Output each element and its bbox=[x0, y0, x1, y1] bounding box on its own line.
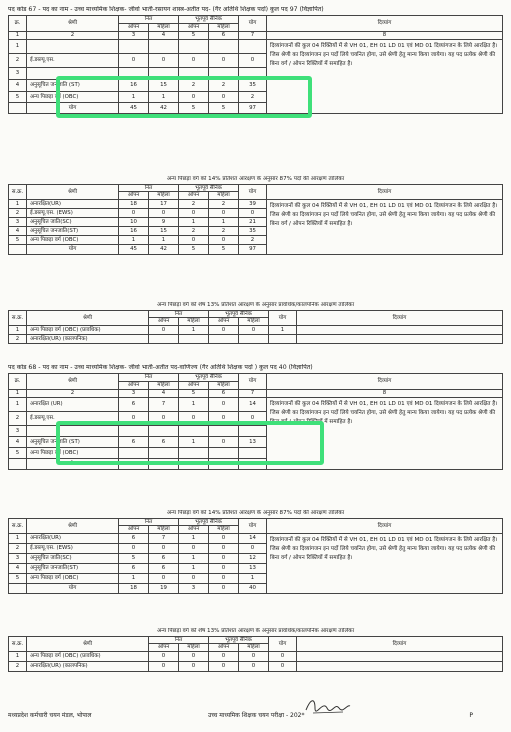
col-number: 7 bbox=[239, 32, 267, 40]
cell-category: अनुसूचित जाति(SC) bbox=[27, 217, 119, 226]
cell-value: 16 bbox=[119, 226, 149, 235]
header-open: ओपन bbox=[179, 24, 209, 32]
cell-value: 6 bbox=[119, 437, 149, 448]
cell-value bbox=[239, 40, 267, 54]
cell-value: 1 bbox=[179, 398, 209, 412]
cell-category: अनुसूचित जनजाति (ST) bbox=[27, 437, 119, 448]
cell-category: अन्य पिछड़ा वर्ग (OBC) bbox=[27, 235, 119, 244]
header-total: योग bbox=[239, 519, 267, 534]
cell-value: 16 bbox=[119, 80, 149, 92]
cell-value: 40 bbox=[239, 583, 267, 593]
cell-value: 6 bbox=[149, 437, 179, 448]
cell-value: 0 bbox=[209, 459, 239, 470]
cell-category: अनुसूचित जनजाति(ST) bbox=[27, 563, 119, 573]
header-category: श्रेणी bbox=[27, 374, 119, 390]
section-67-title: पद कोड 67 - पद का नाम - उच्च माध्यमिक शिक्षक- जीवो भार्ती-रसायन शास्त्र-अतीत पद- (गैर अतिथि शिक्षक पदों) कुल पद 97 (विज्ञापित) bbox=[8, 6, 324, 13]
cell-value: 15 bbox=[149, 80, 179, 92]
cell-value: 17 bbox=[149, 199, 179, 208]
section-67-obc-14 bbox=[8, 174, 503, 255]
cell-category: अनारक्षित(UR) (कालपनिक) bbox=[27, 661, 149, 671]
col-number: 2 bbox=[27, 390, 119, 398]
cell-value: 1 bbox=[119, 92, 149, 103]
header-mahila: महिला bbox=[179, 644, 209, 651]
cell-sno: 4 bbox=[9, 226, 27, 235]
header-open: ओपन bbox=[179, 192, 209, 199]
cell-value: 0 bbox=[209, 208, 239, 217]
cell-sno: 3 bbox=[9, 553, 27, 563]
col-number: 1 bbox=[9, 32, 27, 40]
col-number: 7 bbox=[239, 390, 267, 398]
divyang-remark: दिव्यांगजनों की कुल 04 रिक्तियों में से VH 01, EH 01 LD 01 एवं MD 01 दिव्यांगजन के लिये आरक्षित है। जिस श्रेणी का दिव्यांगजन इन पदों लिये चयनित होगा, उसे श्रेणी हेतु मान्य किया जायेगा। यह पद प्रत्येक श्रेणी की बिना वर्ग / ओपन रिक्तियों में समाहित है। bbox=[267, 199, 503, 254]
header-sno: स.क्र. bbox=[9, 185, 27, 200]
cell-sno: 1 bbox=[9, 325, 27, 334]
cell-value: 0 bbox=[149, 325, 179, 334]
cell-value: 5 bbox=[209, 244, 239, 254]
cell-category: अनुसूचित जनजाति (ST) bbox=[27, 80, 119, 92]
header-divyang: दिव्यांग bbox=[267, 185, 503, 200]
document-page bbox=[8, 6, 503, 726]
header-mahila: महिला bbox=[149, 192, 179, 199]
cell-value: 1 bbox=[239, 573, 267, 583]
cell-value: 13 bbox=[239, 563, 267, 573]
header-mahila: महिला bbox=[209, 526, 239, 533]
header-ex-servicemen: भूतपूर्व सैनिक bbox=[179, 519, 239, 526]
header-ex-servicemen: भूतपूर्व सैनिक bbox=[209, 637, 269, 644]
header-divyang: दिव्यांग bbox=[297, 637, 503, 652]
cell-sno bbox=[9, 244, 27, 254]
cell-value bbox=[179, 40, 209, 54]
header-total: योग bbox=[239, 374, 267, 390]
cell-category: अनुसूचित जनजाति(ST) bbox=[27, 226, 119, 235]
cell-value: 0 bbox=[209, 573, 239, 583]
col-number: 5 bbox=[179, 32, 209, 40]
cell-value: 97 bbox=[239, 103, 267, 114]
cell-empty bbox=[297, 661, 503, 671]
table-row bbox=[9, 334, 503, 343]
header-nit: नित bbox=[119, 519, 179, 526]
header-mahila: महिला bbox=[179, 318, 209, 325]
header-mahila: महिला bbox=[149, 382, 179, 390]
cell-value: 19 bbox=[149, 583, 179, 593]
cell-value: 0 bbox=[209, 92, 239, 103]
cell-empty bbox=[297, 651, 503, 661]
cell-sno: 1 bbox=[9, 651, 27, 661]
cell-sno: 1 bbox=[9, 533, 27, 543]
cell-value: 0 bbox=[119, 543, 149, 553]
table-row bbox=[9, 325, 503, 334]
cell-value: 5 bbox=[179, 244, 209, 254]
header-open: ओपन bbox=[149, 318, 179, 325]
cell-value bbox=[239, 334, 269, 343]
cell-sno: 1 bbox=[9, 398, 27, 412]
cell-value: 0 bbox=[119, 54, 149, 68]
col-number: 6 bbox=[209, 32, 239, 40]
cell-value: 2 bbox=[209, 199, 239, 208]
cell-value: 0 bbox=[209, 437, 239, 448]
cell-value: 7 bbox=[149, 398, 179, 412]
cell-value bbox=[209, 40, 239, 54]
col-number: 1 bbox=[9, 390, 27, 398]
cell-sno: 5 bbox=[9, 573, 27, 583]
cell-value: 21 bbox=[239, 217, 267, 226]
cell-value: 0 bbox=[149, 651, 179, 661]
cell-value: 97 bbox=[239, 244, 267, 254]
col-number: 3 bbox=[119, 32, 149, 40]
cell-category: अनारक्षित(UR) bbox=[27, 199, 119, 208]
cell-value: 1 bbox=[179, 533, 209, 543]
cell-value: 0 bbox=[179, 651, 209, 661]
table-3-title: अन्य पिछड़ा वर्ग को शेष 13% प्रतिशत आरक्षण के अनुसार प्रावधिक/कालपनिक आरक्षण तालिका bbox=[156, 302, 355, 308]
cell-value: 0 bbox=[149, 208, 179, 217]
col-number: 8 bbox=[267, 32, 503, 40]
cell-value: 0 bbox=[239, 208, 267, 217]
cell-sno: 4 bbox=[9, 437, 27, 448]
cell-sno bbox=[9, 459, 27, 470]
cell-sno bbox=[9, 583, 27, 593]
col-number: 4 bbox=[149, 32, 179, 40]
cell-value: 1 bbox=[269, 325, 297, 334]
table-2-title: अन्य पिछड़ा वर्ग को 14% प्रतिशत आरक्षण के अनुसार 87% पदों की आरक्षण तालिका bbox=[166, 176, 345, 182]
cell-value: 0 bbox=[239, 543, 267, 553]
section-67-obc-13 bbox=[8, 300, 503, 344]
table-row bbox=[9, 398, 503, 412]
cell-sno: 2 bbox=[9, 334, 27, 343]
footer-exam-name: उच्च माध्यमिक शिक्षक चयन परीक्षा - 202* bbox=[208, 712, 305, 719]
cell-category: अन्य पिछड़ा वर्ग (OBC) bbox=[27, 448, 119, 459]
cell-sno: 4 bbox=[9, 80, 27, 92]
cell-category: अन्य पिछड़ा वर्ग (OBC) bbox=[27, 92, 119, 103]
cell-value: 0 bbox=[179, 412, 209, 426]
cell-category: अन्य पिछड़ा वर्ग (OBC) (प्रावधिक) bbox=[27, 651, 149, 661]
cell-value: 0 bbox=[179, 543, 209, 553]
cell-sno: 2 bbox=[9, 543, 27, 553]
cell-sno: 1 bbox=[9, 199, 27, 208]
header-ex-servicemen: भूतपूर्व सैनिक bbox=[179, 16, 239, 24]
cell-sno: 2 bbox=[9, 412, 27, 426]
header-category: श्रेणी bbox=[27, 16, 119, 32]
cell-sno bbox=[9, 103, 27, 114]
cell-category: ई.डब्ल्यू.एस. (EWS) bbox=[27, 208, 119, 217]
cell-value: 9 bbox=[149, 217, 179, 226]
table-row bbox=[9, 199, 503, 208]
header-open: ओपन bbox=[119, 192, 149, 199]
divyang-remark: दिव्यांगजनों की कुल 04 रिक्तियों में से VH 01, EH 01 LD 01 एवं MD 01 दिव्यांगजन के लिये आरक्षित है। जिस श्रेणी का दिव्यांगजन इन पदों लिये चयनित होगा, उसे श्रेणी हेतु मान्य किया जायेगा। यह पद प्रत्येक श्रेणी की बिना वर्ग / ओपन रिक्तियों में समाहित है। bbox=[267, 533, 503, 593]
divyang-remark: दिव्यांगजनों की कुल 04 रिक्तियों में से VH 01, EH 01 LD 01 एवं MD 01 दिव्यांगजन के लिये आरक्षित है। जिस श्रेणी का दिव्यांगजन इन पदों लिये चयनित होगा, उसे श्रेणी हेतु मान्य किया जायेगा। यह पद प्रत्येक श्रेणी की बिना वर्ग / ओपन रिक्तियों में समाहित है। bbox=[267, 398, 503, 470]
cell-value bbox=[149, 334, 179, 343]
header-sno: स.क्र. bbox=[9, 519, 27, 534]
cell-value: 19 bbox=[149, 459, 179, 470]
cell-value: 0 bbox=[239, 651, 269, 661]
header-open: ओपन bbox=[209, 318, 239, 325]
cell-value: 0 bbox=[209, 533, 239, 543]
header-mahila: महिला bbox=[209, 192, 239, 199]
cell-value bbox=[179, 334, 209, 343]
table-67-obc-14 bbox=[8, 184, 503, 255]
section-68-obc-13 bbox=[8, 626, 503, 672]
cell-category bbox=[27, 40, 119, 54]
cell-empty bbox=[297, 325, 503, 334]
cell-value: 13 bbox=[239, 437, 267, 448]
cell-value: 0 bbox=[209, 325, 239, 334]
table-row bbox=[9, 533, 503, 543]
cell-value: 0 bbox=[179, 54, 209, 68]
highlight-box-bottom bbox=[56, 421, 324, 465]
cell-sno: 2 bbox=[9, 208, 27, 217]
header-nit: नित bbox=[119, 16, 179, 24]
cell-value: 18 bbox=[119, 583, 149, 593]
cell-sno: 3 bbox=[9, 68, 27, 80]
cell-category: ई.डब्ल्यू.एस. bbox=[27, 412, 119, 426]
cell-value bbox=[269, 334, 297, 343]
cell-value bbox=[209, 334, 239, 343]
cell-category: अनारक्षित(UR) bbox=[27, 533, 119, 543]
cell-category: योग bbox=[27, 583, 119, 593]
cell-value: 2 bbox=[209, 226, 239, 235]
cell-value: 45 bbox=[119, 103, 149, 114]
table-row bbox=[9, 661, 503, 671]
cell-value: 1 bbox=[119, 573, 149, 583]
table-67-obc-13 bbox=[8, 310, 503, 344]
cell-category: अनुसूचित जाति(SC) bbox=[27, 553, 119, 563]
table-row bbox=[9, 651, 503, 661]
col-number: 5 bbox=[179, 390, 209, 398]
cell-sno: 2 bbox=[9, 661, 27, 671]
cell-category: अनारक्षित (UR) bbox=[27, 398, 119, 412]
footer-page-mark: P bbox=[469, 712, 473, 719]
header-sno: क्र. bbox=[9, 16, 27, 32]
header-sno: क्र. bbox=[9, 374, 27, 390]
cell-sno: 5 bbox=[9, 448, 27, 459]
cell-value: 2 bbox=[179, 80, 209, 92]
cell-value: 1 bbox=[179, 217, 209, 226]
cell-value: 1 bbox=[179, 553, 209, 563]
col-number: 2 bbox=[27, 32, 119, 40]
cell-value: 0 bbox=[149, 54, 179, 68]
cell-value: 0 bbox=[209, 412, 239, 426]
table-68-obc-13 bbox=[8, 636, 503, 672]
cell-value: 0 bbox=[239, 325, 269, 334]
header-ex-servicemen: भूतपूर्व सैनिक bbox=[209, 311, 269, 318]
cell-value: 0 bbox=[239, 412, 267, 426]
cell-value: 42 bbox=[149, 244, 179, 254]
header-mahila: महिला bbox=[149, 24, 179, 32]
cell-value: 1 bbox=[149, 92, 179, 103]
cell-value: 0 bbox=[149, 573, 179, 583]
cell-value: 0 bbox=[209, 583, 239, 593]
header-divyang: दिव्यांग bbox=[297, 311, 503, 326]
header-open: ओपन bbox=[179, 382, 209, 390]
cell-value: 0 bbox=[209, 398, 239, 412]
cell-category: योग bbox=[27, 459, 119, 470]
cell-value: 6 bbox=[119, 533, 149, 543]
cell-value: 0 bbox=[209, 543, 239, 553]
cell-value: 0 bbox=[149, 661, 179, 671]
cell-value: 0 bbox=[209, 563, 239, 573]
cell-value: 42 bbox=[149, 103, 179, 114]
cell-value: 0 bbox=[209, 651, 239, 661]
cell-category: योग bbox=[27, 103, 119, 114]
cell-value: 2 bbox=[179, 226, 209, 235]
cell-value: 2 bbox=[179, 199, 209, 208]
cell-value: 35 bbox=[239, 226, 267, 235]
header-sno: स.क्र. bbox=[9, 637, 27, 652]
cell-value: 0 bbox=[179, 573, 209, 583]
header-total: योग bbox=[239, 185, 267, 200]
header-mahila: महिला bbox=[239, 318, 269, 325]
col-number: 3 bbox=[119, 390, 149, 398]
cell-value: 6 bbox=[149, 553, 179, 563]
cell-sno: 5 bbox=[9, 235, 27, 244]
col-number: 4 bbox=[149, 390, 179, 398]
section-68-title: पद कोड 68 - पद का नाम - उच्च माध्यमिक शिक्षक- जीवो भार्ती-अतीत पद-वाणिज्य (गैर अतिथि शिक्षक पदों ) कुल पद 40 (विज्ञापित) bbox=[8, 364, 313, 371]
cell-sno: 1 bbox=[9, 40, 27, 54]
cell-value: 45 bbox=[119, 244, 149, 254]
col-number: 8 bbox=[267, 390, 503, 398]
cell-value: 14 bbox=[239, 533, 267, 543]
cell-value: 5 bbox=[119, 553, 149, 563]
cell-value bbox=[149, 40, 179, 54]
header-category: श्रेणी bbox=[27, 519, 119, 534]
cell-value: 0 bbox=[239, 54, 267, 68]
cell-value: 0 bbox=[269, 651, 297, 661]
cell-value: 35 bbox=[239, 80, 267, 92]
cell-value: 0 bbox=[209, 54, 239, 68]
cell-value: 15 bbox=[149, 226, 179, 235]
header-open: ओपन bbox=[119, 382, 149, 390]
cell-value: 1 bbox=[119, 235, 149, 244]
highlight-box-top bbox=[56, 76, 312, 118]
cell-sno: 5 bbox=[9, 92, 27, 103]
header-divyang: दिव्यांग bbox=[267, 519, 503, 534]
cell-value: 0 bbox=[149, 412, 179, 426]
header-sno: स.क्र. bbox=[9, 311, 27, 326]
header-mahila: महिला bbox=[239, 644, 269, 651]
cell-value: 0 bbox=[149, 543, 179, 553]
cell-value: 14 bbox=[239, 398, 267, 412]
header-open: ओपन bbox=[179, 526, 209, 533]
header-open: ओपन bbox=[149, 644, 179, 651]
cell-category: अनारक्षित(UR) (कालपनिक) bbox=[27, 334, 149, 343]
table-5-title: अन्य पिछड़ा वर्ग को 14% प्रतिशत आरक्षण के अनुसार 87% पदों की आरक्षण तालिका bbox=[166, 510, 345, 516]
table-row bbox=[9, 40, 503, 54]
col-number: 6 bbox=[209, 390, 239, 398]
table-6-title: अन्य पिछड़ा वर्ग को शेष 13% प्रतिशत आरक्षण के अनुसार प्रावधिक/कालपनिक आरक्षण तालिका bbox=[156, 628, 355, 634]
cell-value: 0 bbox=[179, 661, 209, 671]
cell-value: 12 bbox=[239, 553, 267, 563]
footer-organization: मध्यप्रदेश कर्मचारी चयन मंडल, भोपाल bbox=[8, 712, 92, 719]
cell-value: 0 bbox=[179, 208, 209, 217]
header-mahila: महिला bbox=[149, 526, 179, 533]
header-ex-servicemen: भूतपूर्व सैनिक bbox=[179, 374, 239, 382]
cell-value: 0 bbox=[119, 208, 149, 217]
cell-value: 6 bbox=[119, 563, 149, 573]
cell-value: 6 bbox=[119, 398, 149, 412]
header-mahila: महिला bbox=[209, 24, 239, 32]
signature-icon bbox=[303, 696, 353, 716]
header-open: ओपन bbox=[209, 644, 239, 651]
cell-category: अन्य पिछड़ा वर्ग (OBC) (प्रावधिक) bbox=[27, 325, 149, 334]
cell-category: ई.डब्ल्यू.एस. bbox=[27, 54, 119, 68]
cell-sno: 2 bbox=[9, 54, 27, 68]
cell-value: 1 bbox=[179, 325, 209, 334]
cell-value: 1 bbox=[209, 217, 239, 226]
cell-value: 0 bbox=[209, 235, 239, 244]
header-ex-servicemen: भूतपूर्व सैनिक bbox=[179, 185, 239, 192]
cell-value: 0 bbox=[239, 661, 269, 671]
header-category: श्रेणी bbox=[27, 311, 149, 326]
header-category: श्रेणी bbox=[27, 637, 149, 652]
cell-category: अन्य पिछड़ा वर्ग (OBC) bbox=[27, 573, 119, 583]
cell-value: 40 bbox=[239, 459, 267, 470]
cell-value: 0 bbox=[269, 661, 297, 671]
cell-value: 5 bbox=[209, 103, 239, 114]
header-divyang: दिव्यांग bbox=[267, 374, 503, 390]
divyang-remark: दिव्यांगजनों की कुल 04 रिक्तियों में से VH 01, EH 01 LD 01 एवं MD 01 दिव्यांगजन के लिये आरक्षित है। जिस श्रेणी का दिव्यांगजन इन पदों लिये चयनित होगा, उसे श्रेणी हेतु मान्य किया जायेगा। यह पद प्रत्येक श्रेणी की बिना वर्ग / ओपन रिक्तियों में समाहित है। bbox=[267, 40, 503, 114]
cell-value: 2 bbox=[239, 92, 267, 103]
cell-value: 2 bbox=[239, 235, 267, 244]
cell-category: योग bbox=[27, 244, 119, 254]
cell-value: 3 bbox=[179, 459, 209, 470]
table-68-obc-14 bbox=[8, 518, 503, 594]
cell-value: 0 bbox=[209, 553, 239, 563]
cell-value: 0 bbox=[209, 661, 239, 671]
cell-value: 1 bbox=[179, 437, 209, 448]
header-open: ओपन bbox=[119, 526, 149, 533]
cell-value: 18 bbox=[119, 199, 149, 208]
cell-value: 3 bbox=[179, 583, 209, 593]
cell-value: 0 bbox=[179, 92, 209, 103]
cell-sno: 3 bbox=[9, 426, 27, 437]
header-divyang: दिव्यांग bbox=[267, 16, 503, 32]
cell-value: 5 bbox=[179, 103, 209, 114]
header-mahila: महिला bbox=[209, 382, 239, 390]
header-nit: नित bbox=[149, 637, 209, 644]
cell-value: 0 bbox=[119, 412, 149, 426]
header-nit: नित bbox=[149, 311, 209, 318]
cell-value: 0 bbox=[179, 235, 209, 244]
section-68-obc-14 bbox=[8, 508, 503, 594]
cell-value bbox=[119, 40, 149, 54]
header-total: योग bbox=[239, 16, 267, 32]
header-total: योग bbox=[269, 311, 297, 326]
cell-value: 6 bbox=[149, 563, 179, 573]
cell-value: 39 bbox=[239, 199, 267, 208]
cell-category: ई.डब्ल्यू.एस. (EWS) bbox=[27, 543, 119, 553]
header-nit: नित bbox=[119, 185, 179, 192]
cell-sno: 3 bbox=[9, 217, 27, 226]
cell-value: 1 bbox=[149, 235, 179, 244]
cell-value: 2 bbox=[209, 80, 239, 92]
cell-value: 10 bbox=[119, 217, 149, 226]
header-open: ओपन bbox=[119, 24, 149, 32]
header-category: श्रेणी bbox=[27, 185, 119, 200]
header-total: योग bbox=[269, 637, 297, 652]
cell-value: 7 bbox=[149, 533, 179, 543]
cell-empty bbox=[297, 334, 503, 343]
cell-sno: 4 bbox=[9, 563, 27, 573]
header-nit: नित bbox=[119, 374, 179, 382]
cell-value: 18 bbox=[119, 459, 149, 470]
cell-value: 1 bbox=[179, 563, 209, 573]
